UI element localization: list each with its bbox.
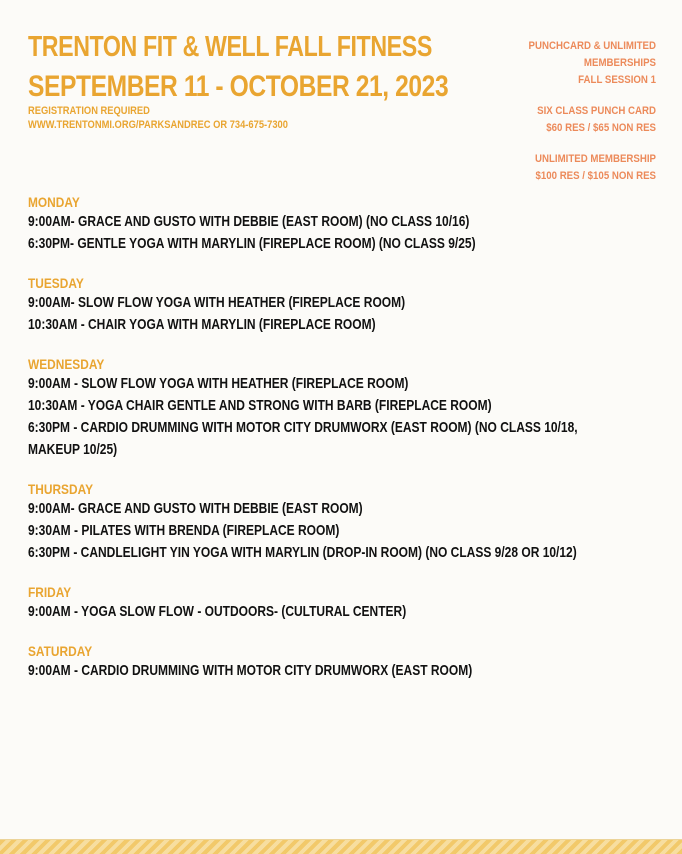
day-tuesday	[28, 274, 658, 336]
class-entry: 9:00AM - CARDIO DRUMMING WITH MOTOR CITY DRUMWORX (EAST ROOM)	[28, 662, 473, 679]
day-label: TUESDAY	[28, 275, 84, 291]
punch-card-info	[466, 103, 656, 137]
membership-info	[466, 38, 656, 199]
contact-info: WWW.TRENTONMI.ORG/PARKSANDREC OR 734-675-7300	[28, 119, 288, 131]
class-entry: 6:30PM - CANDLELIGHT YIN YOGA WITH MARYLIN (DROP-IN ROOM) (NO CLASS 9/28 OR 10/12)	[28, 544, 577, 561]
day-label: SATURDAY	[28, 643, 93, 659]
date-range: SEPTEMBER 11 - OCTOBER 21, 2023	[28, 70, 449, 103]
unlimited-title: UNLIMITED MEMBERSHIP	[535, 153, 656, 165]
membership-session: FALL SESSION 1	[578, 74, 656, 86]
day-saturday	[28, 642, 658, 682]
day-label: THURSDAY	[28, 481, 94, 497]
class-entry: 10:30AM - YOGA CHAIR GENTLE AND STRONG WITH BARB (FIREPLACE ROOM)	[28, 397, 492, 414]
day-label: WEDNESDAY	[28, 356, 105, 372]
weekly-schedule	[28, 193, 658, 701]
membership-line1: PUNCHCARD & UNLIMITED	[528, 40, 656, 52]
class-entry: 6:30PM- GENTLE YOGA WITH MARYLIN (FIREPLACE ROOM) (NO CLASS 9/25)	[28, 235, 476, 252]
membership-heading	[466, 38, 656, 89]
flyer-header	[28, 30, 488, 132]
class-entry: 9:00AM- GRACE AND GUSTO WITH DEBBIE (EAST ROOM) (NO CLASS 10/16)	[28, 213, 470, 230]
punch-card-price: $60 RES / $65 NON RES	[546, 122, 656, 134]
class-entry: 9:30AM - PILATES WITH BRENDA (FIREPLACE ROOM)	[28, 522, 340, 539]
class-entry: 10:30AM - CHAIR YOGA WITH MARYLIN (FIREPLACE ROOM)	[28, 316, 376, 333]
class-entry: 9:00AM- GRACE AND GUSTO WITH DEBBIE (EAST ROOM)	[28, 500, 363, 517]
class-entry: 9:00AM - SLOW FLOW YOGA WITH HEATHER (FIREPLACE ROOM)	[28, 375, 409, 392]
class-entry: 9:00AM - YOGA SLOW FLOW - OUTDOORS- (CULTURAL CENTER)	[28, 603, 407, 620]
day-label: MONDAY	[28, 194, 80, 210]
class-entry-wrapped	[28, 417, 628, 461]
day-thursday	[28, 480, 658, 564]
membership-line2: MEMBERSHIPS	[583, 57, 656, 69]
page-title: TRENTON FIT & WELL FALL FITNESS	[28, 31, 432, 63]
class-entry: 9:00AM- SLOW FLOW YOGA WITH HEATHER (FIREPLACE ROOM)	[28, 294, 406, 311]
unlimited-price: $100 RES / $105 NON RES	[535, 170, 656, 182]
day-label: FRIDAY	[28, 584, 72, 600]
class-entry: 6:30PM - CARDIO DRUMMING WITH MOTOR CITY DRUMWORX (EAST ROOM) (NO CLASS 10/18, MAKEUP 10/25)	[28, 419, 578, 458]
day-friday	[28, 583, 658, 623]
punch-card-title: SIX CLASS PUNCH CARD	[537, 105, 656, 117]
day-monday	[28, 193, 658, 255]
class-entry-wrapped	[28, 542, 628, 564]
unlimited-info	[466, 151, 656, 185]
day-wednesday	[28, 355, 658, 461]
registration-note: REGISTRATION REQUIRED	[28, 105, 150, 117]
decorative-stripe	[0, 839, 682, 854]
